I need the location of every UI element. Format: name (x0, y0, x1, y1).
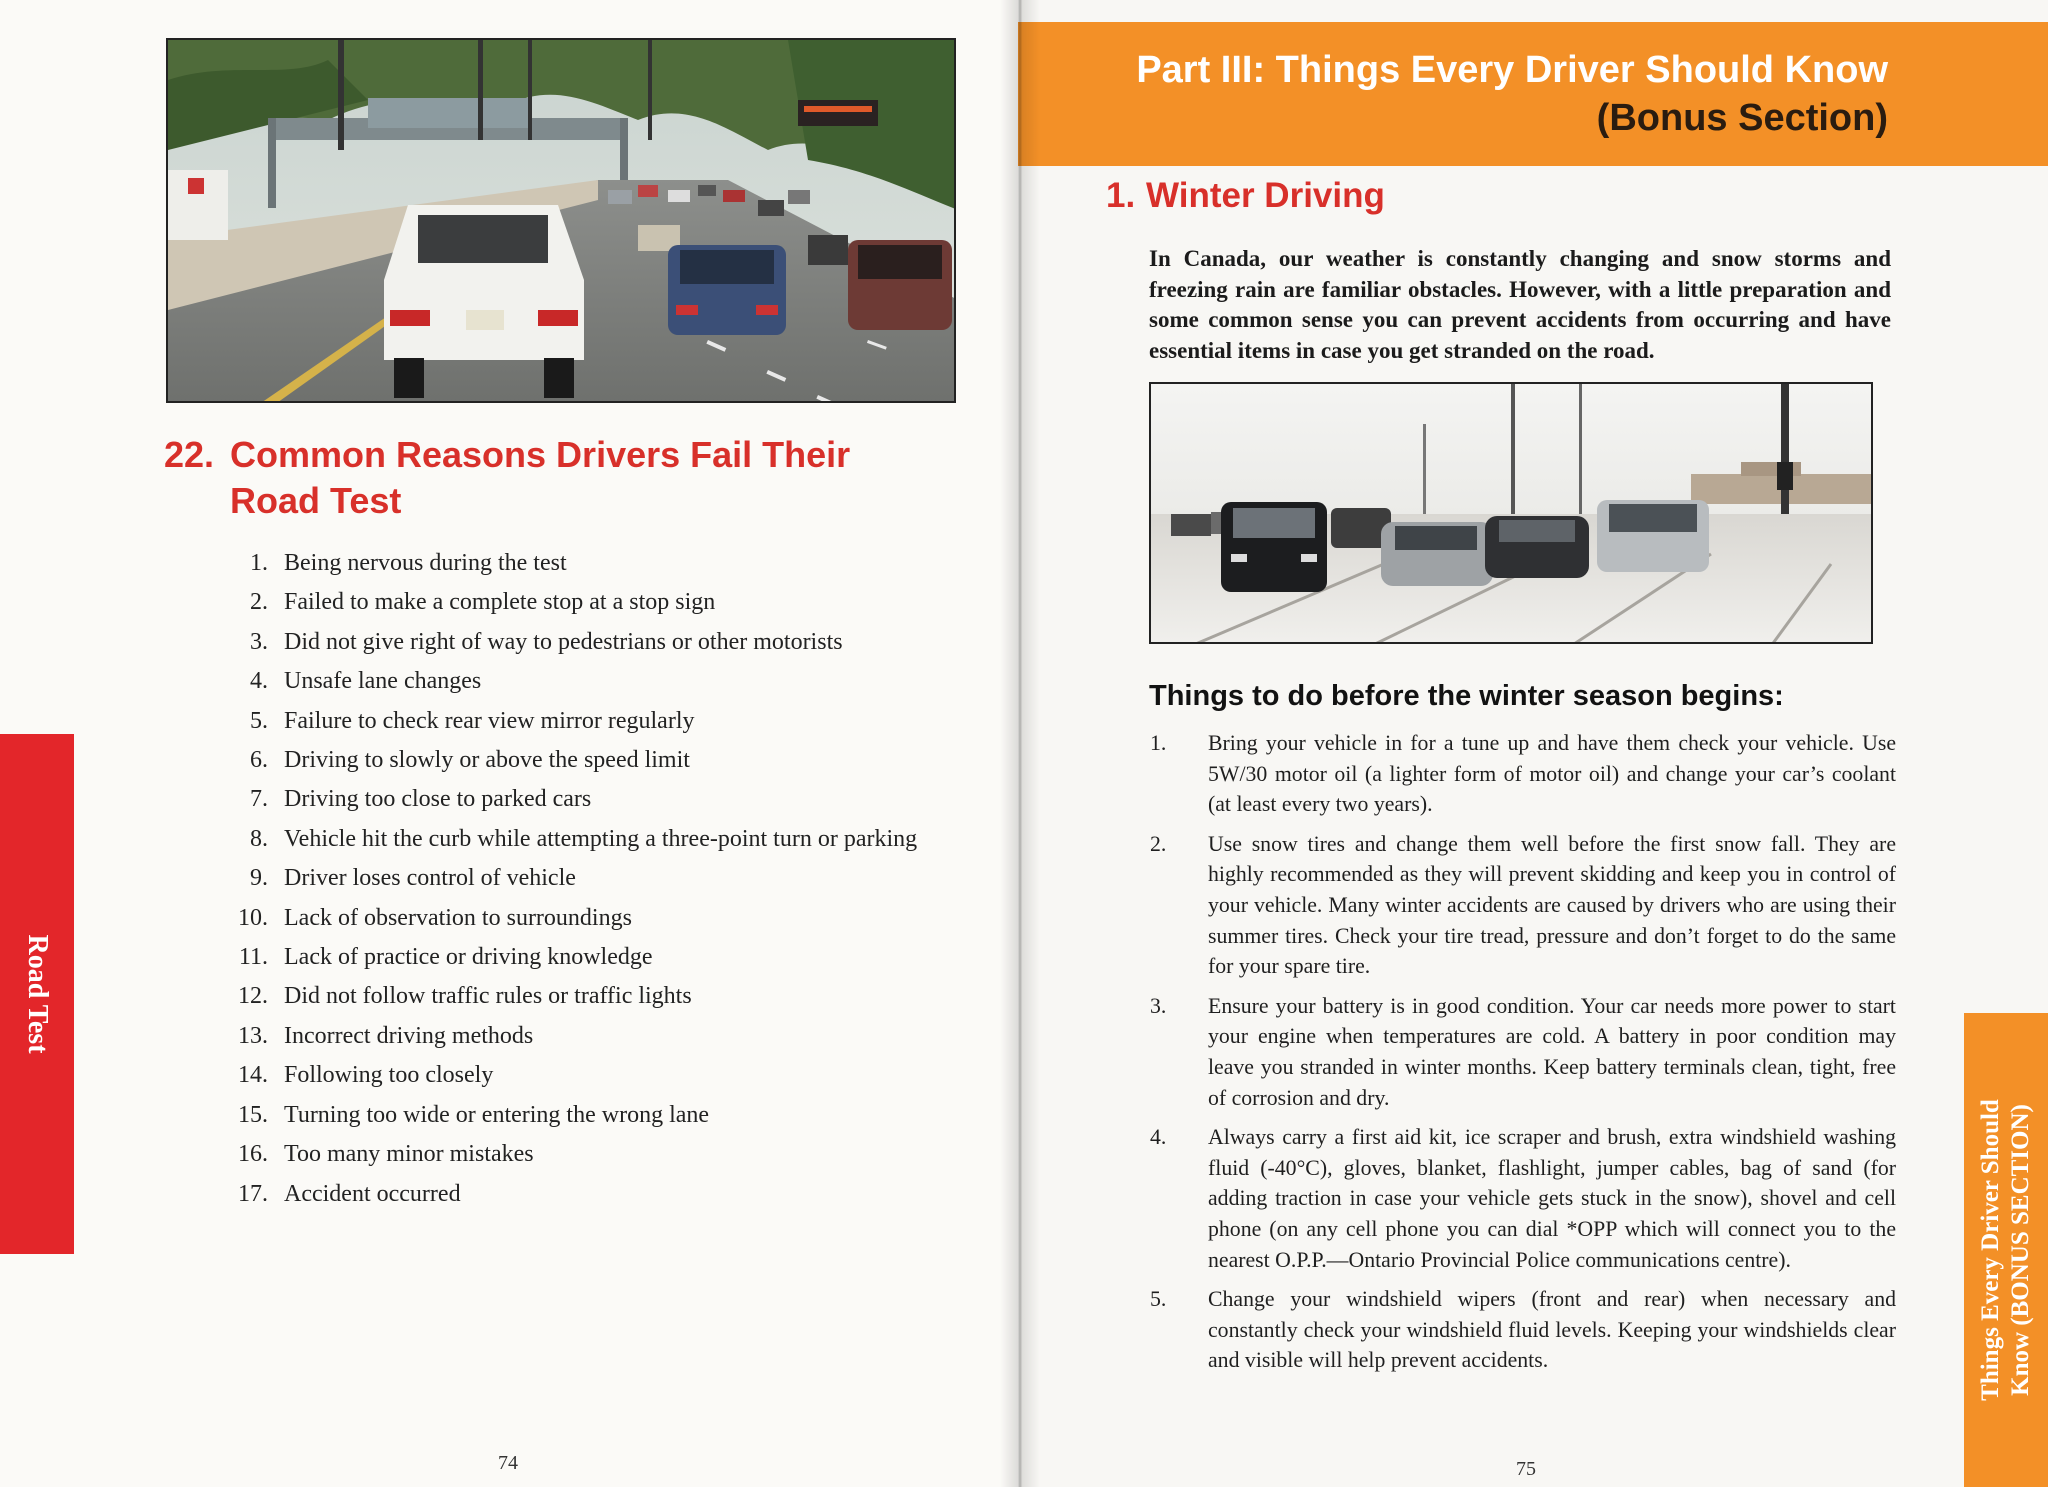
todo-heading: Things to do before the winter season begins: (1149, 680, 1784, 712)
item-number: 13. (238, 1022, 268, 1049)
highway-illustration (168, 40, 956, 403)
section-title-winter-driving (1106, 176, 1385, 216)
item-number: 3. (1150, 993, 1167, 1018)
item-number: 10. (238, 904, 268, 931)
item-text: Use snow tires and change them well before the first snow fall. They are highly recommended as they will prevent skidding and keep you in control of your vehicle. Many winter accidents are caused by drivers who are using their summer tires. Check your tire tread, pressure and don’t forget to do the same for your spare tire. (1208, 831, 1896, 979)
list-item (226, 1017, 966, 1056)
section-title-common-reasons (164, 432, 924, 524)
section-number: 1. (1106, 176, 1136, 215)
page-number-right: 75 (1516, 1458, 1536, 1480)
side-tab-bonus-section (1964, 1013, 2048, 1487)
item-text: Always carry a first aid kit, ice scraper and brush, extra windshield washing fluid (-40°C), gloves, blanket, flashlight, jumper cables, bag of sand (for adding traction in case your vehicle gets stuck in the snow), shovel and cell phone (on any cell phone you can dial *OPP which will connect you to the nearest O.P.P.—Ontario Provincial Police communications centre). (1208, 1125, 1896, 1272)
winter-traffic-photo (1149, 382, 1873, 644)
list-item (226, 977, 966, 1016)
item-text: Lack of observation to surroundings (284, 904, 632, 931)
section-number: 22. (164, 434, 215, 475)
item-number: 9. (250, 865, 268, 892)
list-item (226, 702, 966, 741)
item-number: 5. (1150, 1287, 1167, 1312)
section-title-line2: Road Test (230, 480, 402, 521)
book-spine-shadow (1000, 0, 1040, 1487)
winter-todo-list (1150, 728, 1896, 1385)
item-text: Ensure your battery is in good condition. Your car needs more power to start your engine when temperatures are cold. A battery in poor condition may leave you stranded in winter months. Keep battery terminals clean, tight, free of corrosion and dry. (1208, 993, 1896, 1110)
item-text: Failure to check rear view mirror regularly (284, 707, 695, 734)
banner-title-line2: (Bonus Section) (1596, 97, 1888, 139)
item-number: 4. (1150, 1125, 1167, 1150)
item-text: Vehicle hit the curb while attempting a three-point turn or parking (284, 825, 918, 852)
item-number: 5. (250, 707, 268, 734)
list-item (1150, 1122, 1896, 1275)
item-text: Driving too close to parked cars (284, 786, 592, 813)
list-item (226, 544, 966, 583)
list-item (226, 899, 966, 938)
item-text: Driver loses control of vehicle (284, 865, 576, 892)
list-item (226, 938, 966, 977)
intro-paragraph: In Canada, our weather is constantly changing and snow storms and freezing rain are familiar obstacles. However, with a little preparation and some common sense you can prevent accidents from occurring and have essential items in case you get stranded on the road. (1149, 246, 1891, 363)
item-text: Too many minor mistakes (284, 1141, 534, 1168)
list-item (1150, 829, 1896, 982)
item-number: 2. (250, 589, 268, 616)
item-number: 1. (250, 550, 268, 576)
page-number-left: 74 (498, 1452, 518, 1474)
list-item (226, 583, 966, 622)
item-text: Accident occurred (284, 1180, 461, 1207)
list-item (226, 820, 966, 859)
item-number: 2. (1150, 831, 1167, 856)
banner-title (1136, 46, 1888, 142)
item-text: Following too closely (284, 1062, 494, 1089)
list-item (226, 741, 966, 780)
winter-illustration (1151, 384, 1873, 644)
item-number: 16. (238, 1141, 268, 1168)
item-text: Turning too wide or entering the wrong lane (284, 1101, 710, 1128)
list-item (226, 1175, 966, 1214)
list-item (226, 1056, 966, 1095)
item-number: 1. (1150, 731, 1167, 755)
item-number: 11. (238, 944, 268, 971)
list-item (1150, 1284, 1896, 1376)
item-text: Driving to slowly or above the speed limit (284, 747, 690, 774)
item-text: Failed to make a complete stop at a stop sign (284, 589, 716, 616)
list-item (226, 1135, 966, 1174)
list-item (226, 1096, 966, 1135)
item-number: 12. (238, 983, 268, 1010)
item-number: 14. (238, 1062, 268, 1089)
item-number: 8. (250, 825, 268, 852)
left-page (0, 0, 1018, 1487)
item-text: Being nervous during the test (284, 550, 567, 576)
item-text: Change your windshield wipers (front and rear) when necessary and constantly check your windshield fluid levels. Keeping your windshields clear and visible will help prevent accidents. (1208, 1287, 1896, 1373)
item-text: Bring your vehicle in for a tune up and have them check your vehicle. Use 5W/30 motor oil (a lighter form of motor oil) and change your car’s coolant (at least every two years). (1208, 731, 1896, 817)
item-text: Did not follow traffic rules or traffic lights (284, 983, 692, 1010)
item-text: Unsafe lane changes (284, 668, 482, 695)
list-item (1150, 728, 1896, 820)
banner-title-line1: Part III: Things Every Driver Should Know (1136, 49, 1888, 91)
highway-traffic-photo (166, 38, 956, 403)
side-tab-line2: Know (BONUS SECTION) (2007, 1104, 2034, 1396)
item-text: Incorrect driving methods (284, 1022, 534, 1049)
list-item (226, 623, 966, 662)
right-page (1018, 0, 2048, 1487)
side-tab-label (1976, 1099, 2036, 1401)
item-number: 3. (250, 628, 268, 655)
list-item (1150, 991, 1896, 1113)
list-item (226, 780, 966, 819)
item-number: 4. (250, 668, 268, 695)
item-number: 7. (250, 786, 268, 813)
item-number: 17. (238, 1180, 268, 1207)
list-item (226, 859, 966, 898)
list-item (226, 662, 966, 701)
item-text: Did not give right of way to pedestrians or other motorists (284, 628, 843, 655)
side-tab-line1: Things Every Driver Should (1977, 1099, 2004, 1401)
item-number: 15. (238, 1101, 268, 1128)
side-tab-label: Road Test (22, 934, 53, 1054)
side-tab-road-test (0, 734, 74, 1254)
fail-reasons-list (226, 544, 966, 1214)
part-banner (1018, 22, 2048, 166)
section-title-text: Winter Driving (1146, 176, 1385, 215)
item-text: Lack of practice or driving knowledge (284, 944, 653, 971)
section-title-line1: Common Reasons Drivers Fail Their (230, 434, 851, 475)
item-number: 6. (250, 747, 268, 774)
